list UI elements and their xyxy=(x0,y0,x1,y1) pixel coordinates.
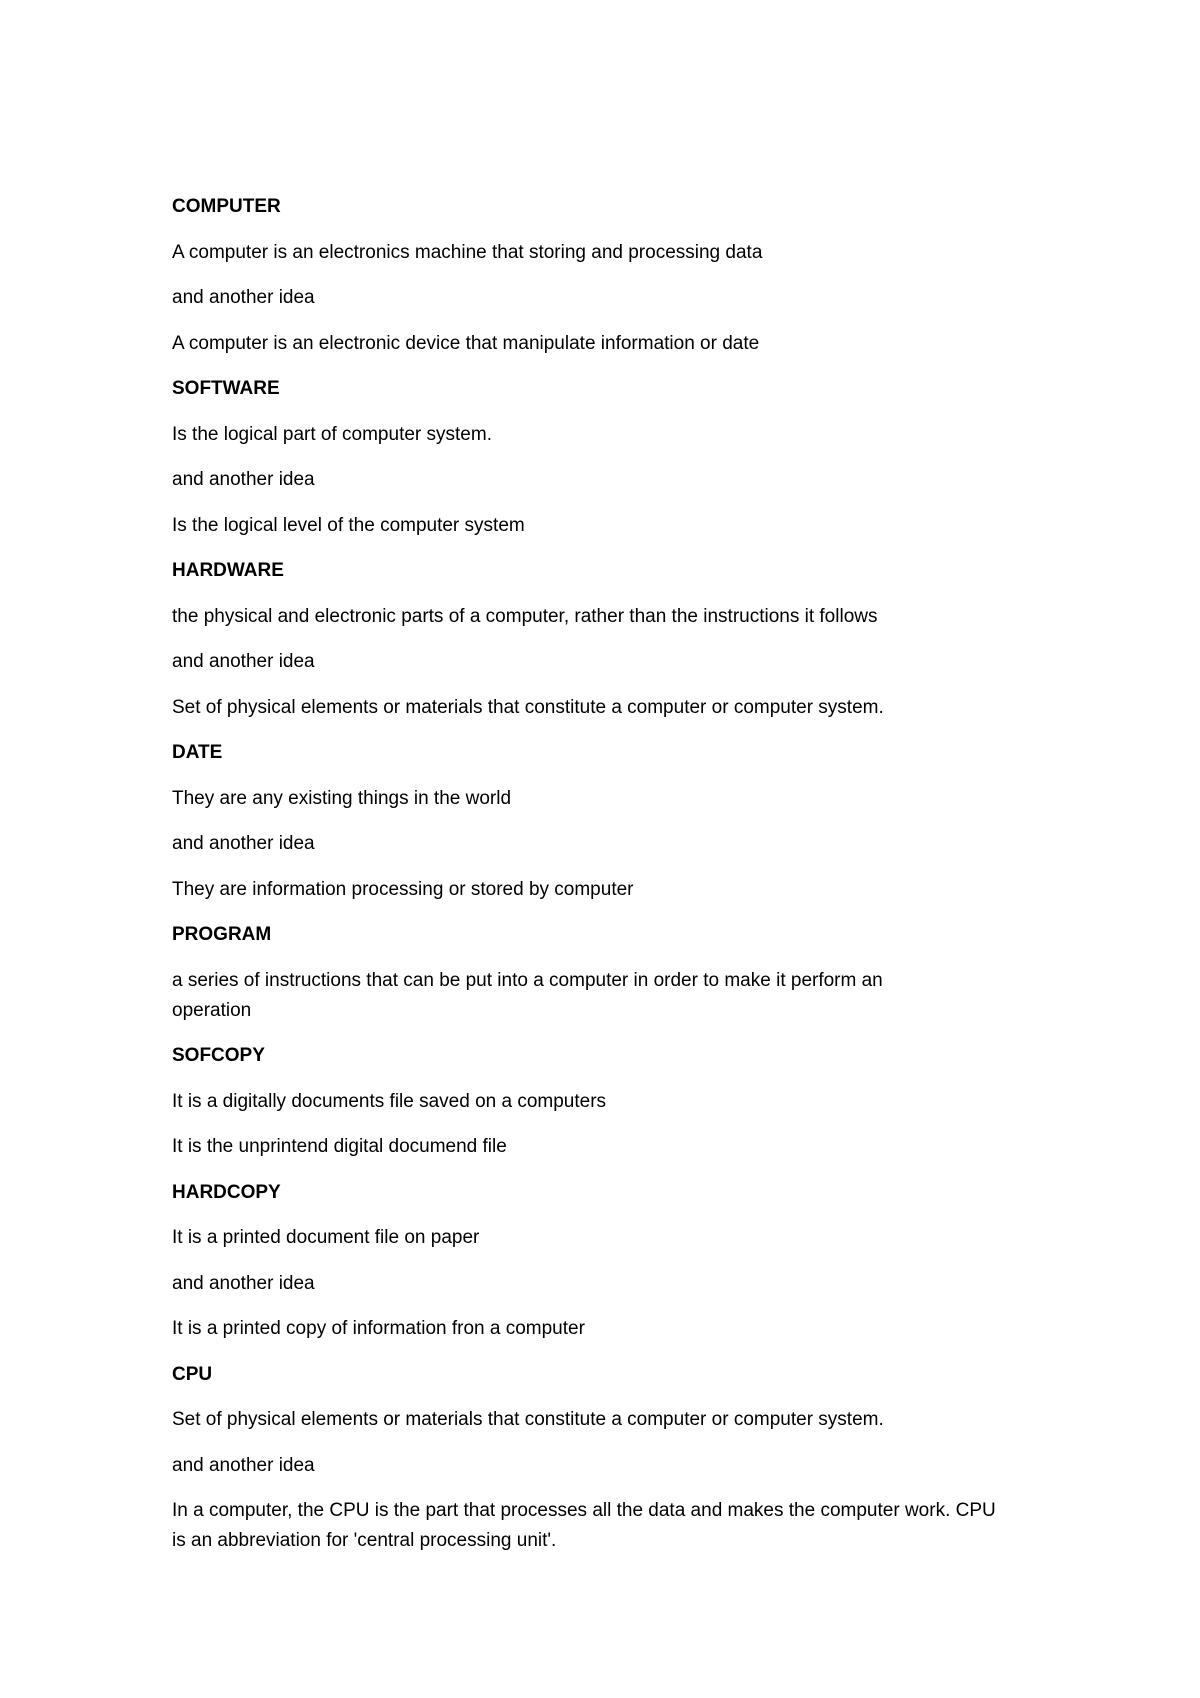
paragraph: It is a printed copy of information fron a computer xyxy=(172,1318,585,1339)
heading-sofcopy: SOFCOPY xyxy=(172,1045,265,1066)
paragraph: In a computer, the CPU is the part that processes all the data and makes the computer work. CPU is an abbreviation for 'central processing unit'. xyxy=(172,1500,996,1551)
paragraph: It is a printed document file on paper xyxy=(172,1227,480,1248)
heading-program: PROGRAM xyxy=(172,924,272,945)
paragraph: Is the logical level of the computer system xyxy=(172,514,525,536)
heading-cpu: CPU xyxy=(172,1363,213,1385)
paragraph: Set of physical elements or materials that constitute a computer or computer system. xyxy=(172,1409,884,1430)
paragraph: They are information processing or stored by computer xyxy=(172,878,634,900)
paragraph: It is a digitally documents file saved on a computers xyxy=(172,1090,607,1112)
paragraph: and another idea xyxy=(172,833,315,854)
heading-hardcopy: HARDCOPY xyxy=(172,1181,281,1203)
heading-software: SOFTWARE xyxy=(172,378,280,399)
paragraph: and another idea xyxy=(172,1454,315,1476)
paragraph: and another idea xyxy=(172,287,315,308)
paragraph: Is the logical part of computer system. xyxy=(172,423,492,445)
paragraph: It is the unprintend digital documend file xyxy=(172,1136,507,1157)
paragraph: and another idea xyxy=(172,1272,315,1294)
paragraph: Set of physical elements or materials that constitute a computer or computer system. xyxy=(172,696,884,718)
paragraph: A computer is an electronic device that manipulate information or date xyxy=(172,332,760,354)
heading-hardware: HARDWARE xyxy=(172,560,284,581)
paragraph: They are any existing things in the world xyxy=(172,787,512,809)
paragraph: and another idea xyxy=(172,469,315,490)
paragraph: the physical and electronic parts of a computer, rather than the instructions it follows xyxy=(172,605,878,627)
heading-computer: COMPUTER xyxy=(172,196,281,217)
paragraph: a series of instructions that can be put into a computer in order to make it perform an operation xyxy=(172,969,883,1021)
document-page xyxy=(172,192,1032,1572)
heading-date: DATE xyxy=(172,742,223,763)
paragraph: A computer is an electronics machine that storing and processing data xyxy=(172,241,763,263)
paragraph: and another idea xyxy=(172,651,315,672)
